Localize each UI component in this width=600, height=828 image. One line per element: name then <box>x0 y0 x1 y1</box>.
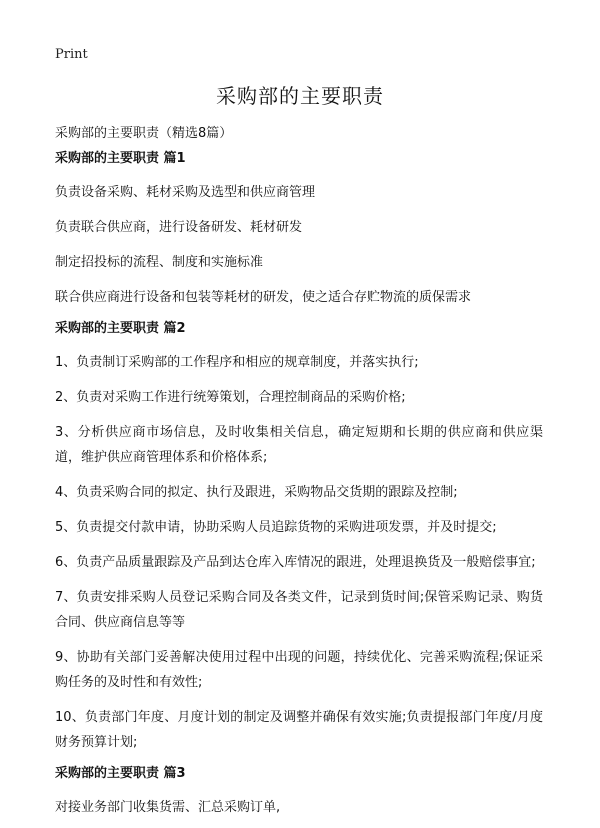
section-1 <box>55 148 543 310</box>
paragraph: 4、负责采购合同的拟定、执行及跟进，采购物品交货期的跟踪及控制; <box>55 485 458 500</box>
paragraph: 9、协助有关部门妥善解决使用过程中出现的问题，持续优化、完善采购流程;保证采购任务的及时性和有效性; <box>55 650 543 690</box>
paragraph: 联合供应商进行设备和包装等耗材的研发，使之适合存贮物流的质保需求 <box>55 290 472 305</box>
section-heading: 采购部的主要职责 篇3 <box>55 766 186 781</box>
section-2 <box>55 318 543 755</box>
document-title: 采购部的主要职责 <box>216 84 384 108</box>
paragraph: 10、负责部门年度、月度计划的制定及调整并确保有效实施;负责提报部门年度/月度财务预算计划; <box>55 710 543 750</box>
paragraph: 1、负责制订采购部的工作程序和相应的规章制度，并落实执行; <box>55 355 419 370</box>
document-subtitle: 采购部的主要职责（精选8篇） <box>55 126 233 141</box>
paragraph: 7、负责安排采购人员登记采购合同及各类文件，记录到货时间;保管采购记录、购货合同、供应商信息等等 <box>55 590 543 630</box>
document-body <box>55 148 543 820</box>
paragraph: 制定招投标的流程、制度和实施标准 <box>55 255 264 270</box>
section-heading: 采购部的主要职责 篇2 <box>55 321 186 336</box>
paragraph: 6、负责产品质量跟踪及产品到达仓库入库情况的跟进，处理退换货及一般赔偿事宜; <box>55 555 536 570</box>
paragraph: 3、分析供应商市场信息，及时收集相关信息，确定短期和长期的供应商和供应渠道，维护供应商管理体系和价格体系; <box>55 425 543 465</box>
section-3 <box>55 763 543 820</box>
paragraph: 对接业务部门收集货需、汇总采购订单, <box>55 800 281 815</box>
print-label: Print <box>55 47 88 62</box>
section-heading: 采购部的主要职责 篇1 <box>55 151 186 166</box>
paragraph: 5、负责提交付款申请，协助采购人员追踪货物的采购进项发票，并及时提交; <box>55 520 497 535</box>
paragraph: 负责联合供应商，进行设备研发、耗材研发 <box>55 220 303 235</box>
paragraph: 负责设备采购、耗材采购及选型和供应商管理 <box>55 185 316 200</box>
paragraph: 2、负责对采购工作进行统筹策划，合理控制商品的采购价格; <box>55 390 406 405</box>
